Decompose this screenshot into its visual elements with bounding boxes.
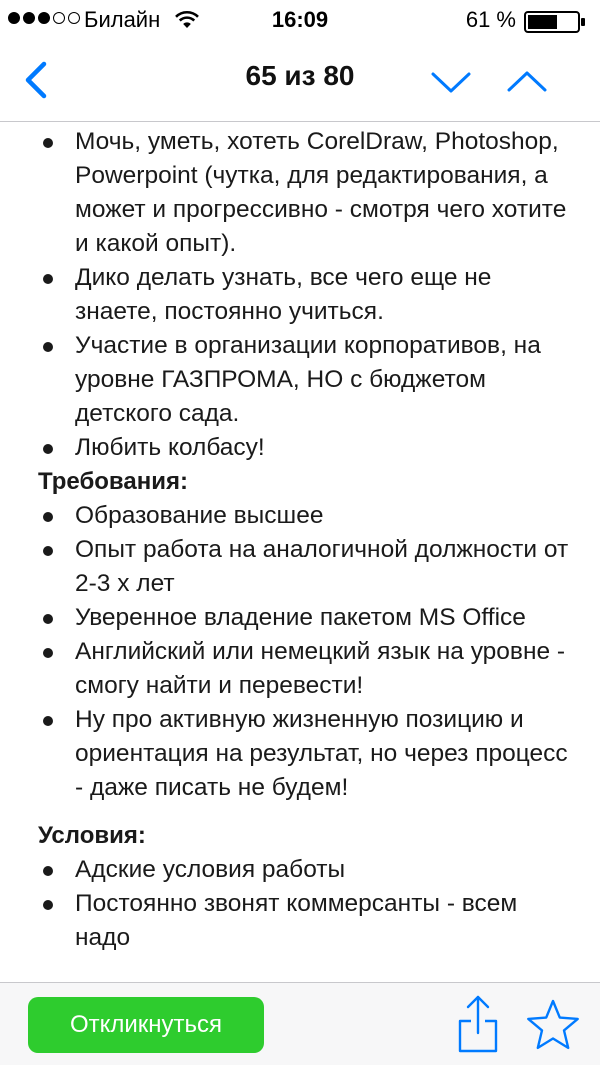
status-bar	[0, 0, 600, 40]
list-item: Любить колбасу!	[0, 431, 600, 465]
page-counter-title: 65 из 80	[245, 60, 355, 91]
list-item: Уверенное владение пакетом MS Office	[0, 601, 600, 635]
battery-fill	[528, 15, 557, 29]
conditions-list	[0, 853, 600, 955]
list-item: Английский или немецкий язык на уровне - смогу найти и перевести!	[0, 635, 600, 703]
list-item: Участие в организации корпоративов, на уровне ГАЗПРОМА, НО с бюджетом детского сада.	[0, 329, 600, 431]
respond-button[interactable]: Откликнуться	[28, 997, 264, 1053]
previous-chevron-up-icon[interactable]	[504, 64, 550, 98]
star-icon[interactable]	[525, 997, 581, 1053]
list-item: Опыт работа на аналогичной должности от 2-3 х лет	[0, 533, 600, 601]
battery-percentage: 61 %	[465, 7, 516, 32]
status-time: 16:09	[271, 7, 329, 32]
list-item: Адские условия работы	[0, 853, 600, 887]
requirements-heading: Требования:	[38, 468, 188, 495]
list-item: Дико делать узнать, все чего еще не знаете, постоянно учиться.	[0, 261, 600, 329]
carrier-name: Билайн	[84, 7, 161, 32]
bottom-toolbar	[0, 982, 600, 1065]
vacancy-description-body	[0, 125, 600, 955]
list-item: Образование высшее	[0, 499, 600, 533]
duties-list	[0, 125, 600, 465]
navigation-bar	[0, 40, 600, 122]
vacancy-description[interactable]	[0, 122, 600, 982]
requirements-list	[0, 499, 600, 805]
list-item: Постоянно звонят коммерсанты - всем надо	[0, 887, 600, 955]
list-item: Ну про активную жизненную позицию и ориентация на результат, но через процесс - даже писать не будем!	[0, 703, 600, 805]
battery-icon	[524, 11, 586, 33]
conditions-heading: Условия:	[38, 822, 146, 849]
share-icon[interactable]	[454, 993, 502, 1057]
next-chevron-down-icon[interactable]	[428, 64, 474, 98]
list-item: Мочь, уметь, хотеть CorelDraw, Photoshop, Powerpoint (чутка, для редактирования, а может и прогрессивно - смотря чего хотите и какой опыт).	[0, 125, 600, 261]
